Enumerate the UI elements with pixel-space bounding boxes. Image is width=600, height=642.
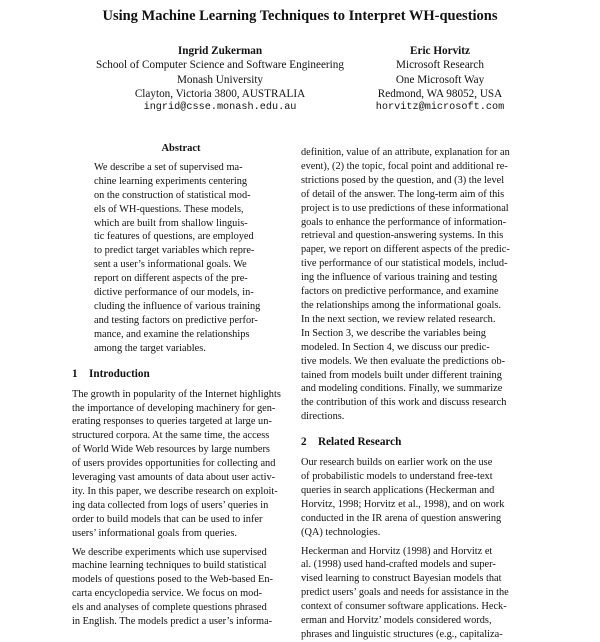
text-line: erating responses to queries targeted at large un-	[72, 416, 272, 428]
text-line: of users provides opportunities for collecting and	[72, 458, 276, 470]
text-line: context of consumer software applications. Heck-	[301, 601, 507, 613]
text-line: goals to enhance the performance of information-	[301, 216, 507, 228]
text-line: and modeling conditions. Finally, we summarize	[301, 383, 503, 395]
section-number: 2	[301, 436, 307, 449]
left-column	[72, 142, 290, 629]
section-title: Related Research	[318, 436, 402, 449]
text-line: paper, we report on different aspects of the predic-	[301, 244, 510, 256]
text-line: of World Wide Web resources by large numbers	[72, 444, 270, 456]
text-line: els of WH-questions. These models,	[94, 203, 244, 215]
text-line: to predict target variables which repre-	[94, 245, 255, 257]
text-line: the relationships among the informational goals.	[301, 299, 501, 311]
text-line: models of questions posed to the Web-based En-	[72, 574, 273, 586]
body-paragraph	[301, 146, 519, 313]
author-block-zukerman	[80, 44, 360, 115]
text-line: ity. In this paper, we describe research on exploit-	[72, 485, 278, 497]
text-line: phrases and linguistic structures (e.g., capitaliza-	[301, 629, 503, 640]
author-name: Eric Horvitz	[410, 45, 470, 57]
text-line: We describe a set of supervised ma-	[94, 161, 243, 173]
intro-paragraph	[72, 388, 290, 541]
text-line: among the target variables.	[94, 342, 206, 354]
text-line: strictions posed by the question, and (3) the level	[301, 174, 505, 186]
text-line: on the construction of statistical mod-	[94, 189, 251, 201]
text-line: dictive performance of our models, in-	[94, 287, 254, 299]
text-line: machine learning techniques to build statistical	[72, 560, 267, 572]
text-line: Heckerman and Horvitz (1998) and Horvitz et	[301, 545, 493, 557]
text-line: in English. The models predict a user’s informa-	[72, 616, 273, 628]
text-line: tive models. We then evaluate the predictions ob-	[301, 355, 506, 367]
text-line: and testing factors on predictive perfor-	[94, 314, 258, 326]
text-line: which are built from shallow linguis-	[94, 217, 248, 229]
text-line: event), (2) the topic, focal point and additional re-	[301, 160, 508, 172]
text-line: of detail of the answer. The long-term aim of this	[301, 188, 505, 200]
text-line: definition, value of an attribute, explanation for an	[301, 147, 510, 158]
section-heading-introduction	[72, 367, 290, 381]
text-line: tic features of questions, are employed	[94, 231, 254, 243]
text-line: sent a user’s informational goals. We	[94, 259, 247, 271]
text-line: predict users’ goals and needs for assistance in the	[301, 587, 509, 599]
text-line: ing the influence of various training and testing	[301, 272, 498, 284]
text-line: In the next section, we review related research.	[301, 313, 496, 325]
paper-title: Using Machine Learning Techniques to Interpret WH-questions	[102, 8, 498, 24]
section-heading-related-research	[301, 435, 519, 449]
text-line: directions.	[301, 411, 345, 423]
text-line: vised learning to construct Bayesian models that	[301, 573, 502, 585]
text-line: tive performance of our statistical models, includ-	[301, 258, 508, 270]
author-block-horvitz	[355, 44, 525, 115]
text-line: retrieval and question-answering systems. In this	[301, 230, 504, 242]
text-line: Our research builds on earlier work on the use	[301, 457, 493, 469]
text-line: tained from models built under different training	[301, 369, 502, 381]
text-line: the contribution of this work and discuss research	[301, 397, 507, 409]
text-line: leveraging vast amounts of data about user activ-	[72, 472, 276, 484]
text-line: al. (1998) used hand-crafted models and super-	[301, 559, 496, 571]
text-line: The growth in popularity of the Internet highlights	[72, 388, 281, 400]
author-email[interactable]: horvitz@microsoft.com	[375, 102, 505, 114]
author-address: Redmond, WA 98052, USA	[377, 87, 503, 100]
author-affiliation: Microsoft Research	[396, 59, 484, 72]
text-line: the importance of developing machinery for gen-	[72, 402, 276, 414]
abstract-body	[72, 161, 290, 356]
author-institution: Monash University	[176, 73, 264, 86]
related-paragraph	[301, 545, 519, 642]
abstract-heading: Abstract	[161, 143, 201, 154]
intro-paragraph	[72, 546, 290, 629]
text-line: modeled. In Section 4, we discuss our predic-	[301, 341, 490, 353]
text-line: mance, and examine the relationships	[94, 328, 250, 340]
text-line: els and analyses of complete questions phrased	[72, 602, 267, 614]
body-paragraph	[301, 313, 519, 424]
text-line: of probabilistic models to understand free-text	[301, 471, 493, 483]
text-line: chine learning experiments centering	[94, 175, 248, 187]
text-line: report on different aspects of the pre-	[94, 273, 248, 285]
text-line: cluding the influence of various training	[94, 300, 261, 312]
author-email[interactable]: ingrid@csse.monash.edu.au	[143, 102, 297, 114]
author-affiliation: School of Computer Science and Software Engineering	[96, 59, 344, 72]
text-line: (QA) technologies.	[301, 526, 381, 538]
author-institution: One Microsoft Way	[395, 73, 485, 86]
author-address: Clayton, Victoria 3800, AUSTRALIA	[134, 87, 306, 100]
text-line: We describe experiments which use supervised	[72, 546, 267, 558]
text-line: Horvitz, 1998; Horvitz et al., 1998), and on work	[301, 498, 505, 510]
right-column	[301, 146, 519, 642]
section-number: 1	[72, 367, 78, 380]
text-line: erman and Horvitz’ models considered words,	[301, 615, 492, 627]
author-name: Ingrid Zukerman	[177, 45, 263, 57]
text-line: factors on predictive performance, and examine	[301, 286, 499, 298]
text-line: conducted in the IR arena of question answering	[301, 512, 502, 524]
text-line: structured corpora. At the same time, the access	[72, 430, 270, 442]
text-line: order to build models that can be used to infer	[72, 513, 263, 525]
text-line: project is to use predictions of these informational	[301, 202, 509, 214]
text-line: users’ informational goals from queries.	[72, 527, 237, 539]
text-line: ing data collected from logs of users’ queries in	[72, 499, 269, 511]
related-paragraph	[301, 456, 519, 539]
section-title: Introduction	[89, 367, 150, 380]
text-line: queries in search applications (Heckerman and	[301, 484, 495, 496]
text-line: In Section 3, we describe the variables being	[301, 327, 486, 339]
text-line: carta encyclopedia service. We focus on mod-	[72, 588, 262, 600]
